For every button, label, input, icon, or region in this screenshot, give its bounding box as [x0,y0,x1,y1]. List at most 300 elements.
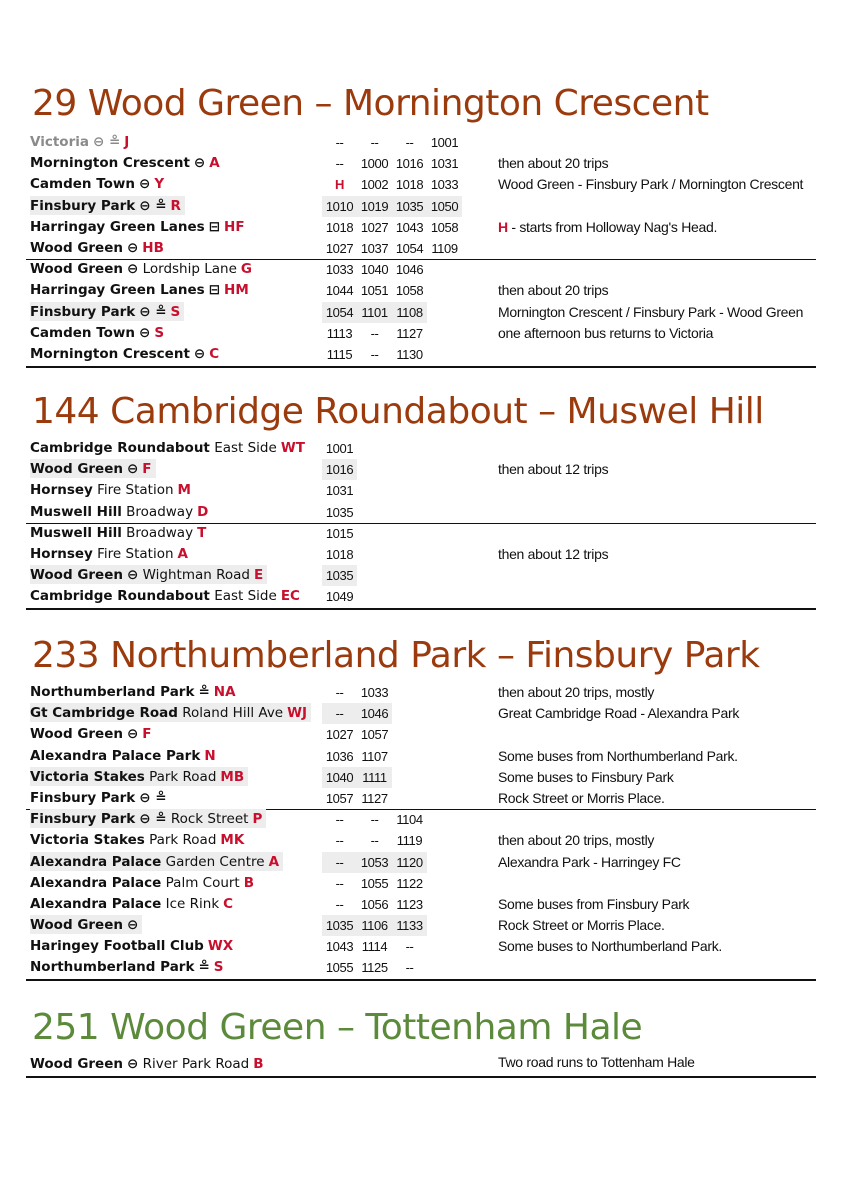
note: then about 20 trips [498,155,609,172]
stop-label: Camden Town [30,324,135,341]
table-row [26,523,816,544]
time-cell: 1036 [325,748,354,764]
note: Some buses to Finsbury Park [498,768,674,785]
time-cell: 1035 [325,504,354,520]
stop-label: Haringey Football Club [30,938,204,955]
time-cell: 1123 [396,896,423,912]
time-cell: 1051 [360,283,389,299]
stop-label: Harringay Green Lanes [30,218,205,235]
time-cell: 1050 [430,198,459,214]
stop-code: S [170,303,181,320]
stop-name [30,153,224,172]
note: Mornington Crescent / Finsbury Park - Wood Green [498,303,804,320]
time-cell: 1133 [396,918,423,934]
departure-times [322,153,462,174]
stop-code: EC [280,588,300,605]
time-cell: 1035 [325,918,354,934]
table-row [26,852,816,873]
table-row [26,259,816,280]
time-cell: 1109 [431,240,458,256]
stop-code: D [197,503,209,520]
tube-icon: ⊖ [193,155,206,172]
stop-label: Finsbury Park [30,197,136,214]
table-row [26,703,816,724]
stop-name [30,788,171,807]
stop-code: G [240,261,252,278]
stop-label: Wood Green [30,261,123,278]
time-cell: 1113 [326,325,353,341]
departure-times [322,852,427,873]
stop-label: Wood Green [30,1056,123,1072]
tube-icon: ⊖ [126,261,139,278]
stop-label: Hornsey [30,482,93,499]
stop-name [30,936,237,955]
time-cell: -- [405,960,414,976]
tube-icon: ⊖ [126,567,139,584]
stop-name [30,132,133,151]
time-cell: 1044 [325,283,354,299]
tube-icon: ⊖ [126,461,139,478]
table-row [26,302,816,323]
table-row [26,344,816,365]
tube-icon: ⊖ [126,239,139,256]
table-row [26,502,816,523]
stop-code: F [142,726,152,743]
stop-code: WJ [287,705,308,722]
rail-icon: ≗ [198,684,210,700]
table-row [26,957,816,978]
stop-name [30,852,283,871]
time-cell: 1031 [325,483,354,499]
time-cell: 1114 [361,939,388,955]
time-cell: 1111 [362,769,387,785]
time-cell: 1058 [430,219,459,235]
stop-detail: Broadway [126,524,194,541]
table-row [26,788,816,809]
tube-rail-icon: ⊖ ≗ [92,134,121,150]
stop-label: Wood Green [30,239,123,256]
time-cell: 1043 [395,219,424,235]
stop-label: Alexandra Palace [30,895,162,912]
route-title: 233 Northumberland Park – Finsbury Park [32,635,760,676]
departure-times [322,502,357,523]
stop-code: WT [280,440,305,456]
table-row [26,132,816,153]
stop-label: Muswell Hill [30,503,122,520]
stop-code: N [204,747,216,764]
stop-code: S [213,959,224,976]
timetable [26,132,816,365]
time-cell: 1035 [325,568,354,584]
stop-name [30,957,228,976]
timetable [26,438,816,608]
stop-code: HF [224,218,245,235]
note [498,217,717,238]
time-cell: 1001 [430,135,459,150]
table-row [26,565,816,586]
time-cell: -- [335,135,344,150]
stop-code: F [142,461,152,478]
stop-name [30,915,142,934]
time-cell: -- [335,833,344,849]
time-cell: 1046 [395,262,424,278]
route-251 [26,1006,816,1075]
time-cell: 1031 [430,156,459,172]
time-cell: 1046 [360,706,389,722]
departure-times [322,302,427,323]
stop-name [30,873,258,892]
departure-times [322,957,427,978]
stop-label: Alexandra Palace [30,853,162,870]
stop-code: A [209,155,220,172]
note: then about 20 trips, mostly [498,832,655,849]
time-cell: 1002 [360,177,389,193]
note-text: - starts from Holloway Nag's Head. [507,218,718,235]
route-divider [26,608,816,610]
note: then about 12 trips [498,461,609,478]
stop-code: R [170,197,181,214]
time-cell: 1027 [325,240,354,256]
note-highlight: H [498,218,508,235]
stop-label: Northumberland Park [30,684,195,700]
stop-detail: Palm Court [165,874,240,891]
stop-label: Harringay Green Lanes [30,282,205,299]
time-cell: 1115 [326,346,353,362]
note: Some buses to Northumberland Park. [498,938,723,955]
table-row [26,217,816,238]
note: Rock Street or Morris Place. [498,789,665,806]
time-cell: 1027 [325,727,354,743]
departure-times [322,238,462,259]
stop-detail: River Park Road [142,1056,250,1072]
note: Great Cambridge Road - Alexandra Park [498,705,740,722]
note: Wood Green - Finsbury Park / Mornington Crescent [498,176,804,193]
stop-detail: Fire Station [97,482,174,499]
tube-rail-icon: ⊖ ≗ [139,789,167,806]
route-title: 251 Wood Green – Tottenham Hale [32,1007,643,1048]
stop-detail: Park Road [149,768,217,785]
stop-code: M [177,482,191,499]
timetable [26,1054,816,1075]
stop-label: Wood Green [30,726,123,743]
route-title: 144 Cambridge Roundabout – Muswel Hill [32,391,764,432]
time-cell: 1122 [396,875,423,891]
stop-label: Gt Cambridge Road [30,705,178,722]
departure-times [322,544,357,565]
stop-detail: Broadway [126,503,194,520]
tube-rail-icon: ⊖ ≗ [139,303,167,320]
table-row [26,586,816,607]
table-row [26,153,816,174]
overground-icon: ⊟ [208,218,221,235]
stop-detail: East Side [214,588,277,605]
stop-name [30,544,192,563]
stop-name [30,767,248,786]
stop-name [30,344,223,363]
table-row [26,682,816,703]
time-cell: 1056 [360,896,389,912]
stop-label: Finsbury Park [30,811,136,828]
tube-icon: ⊖ [126,1056,139,1072]
departure-times [322,894,427,915]
time-cell: -- [370,812,379,828]
departure-times [322,788,392,809]
time-cell: -- [405,135,414,150]
tube-rail-icon: ⊖ ≗ [139,811,167,828]
time-cell: 1000 [360,156,389,172]
route-divider [26,366,816,368]
time-cell: 1127 [396,325,423,341]
stop-detail: Park Road [149,832,217,849]
stop-name [30,196,185,215]
time-cell: 1035 [395,198,424,214]
table-row [26,174,816,195]
stop-name [30,502,212,521]
departure-times [322,174,462,195]
table-row [26,459,816,480]
stop-detail: Lordship Lane [142,261,237,278]
departure-times [322,523,357,544]
tube-rail-icon: ⊖ ≗ [139,197,167,214]
departure-times [322,915,427,936]
departure-times [322,586,357,607]
route-29 [26,82,816,365]
time-cell: 1040 [325,769,354,785]
departure-times [322,936,427,957]
time-cell: -- [335,156,344,172]
time-cell: -- [370,346,379,362]
stop-code: WX [207,938,234,955]
time-cell: 1104 [396,812,423,828]
departure-times [322,196,462,217]
stop-detail: Wightman Road [142,567,250,584]
stop-code: T [197,524,207,541]
stop-name [30,894,237,913]
time-cell: 1033 [360,685,389,700]
time-cell: 1130 [396,346,423,362]
time-cell: 1054 [325,304,354,320]
stop-code: NA [213,684,236,700]
time-cell: 1055 [325,960,354,976]
time-cell: 1016 [395,156,424,172]
table-row [26,323,816,344]
table-row [26,830,816,851]
stop-name [30,523,210,542]
tube-icon: ⊖ [193,345,206,362]
note: Some buses from Finsbury Park [498,895,690,912]
time-cell: -- [370,325,379,341]
time-cell: 1033 [325,262,354,278]
stop-name [30,438,309,457]
stop-code: HB [142,239,164,256]
time-cell: -- [335,706,344,722]
time-cell: 1033 [430,177,459,193]
note: Alexandra Park - Harringey FC [498,853,681,870]
stop-code: A [268,853,280,870]
stop-name [30,682,240,701]
stop-detail: Fire Station [97,545,174,562]
table-row [26,438,816,459]
time-cell: 1125 [361,960,388,976]
stop-detail: East Side [214,440,277,456]
departure-times [322,746,392,767]
time-cell: 1055 [360,875,389,891]
time-cell: -- [335,875,344,891]
time-cell: 1019 [360,198,389,214]
time-cell: 1107 [361,748,388,764]
stop-code: A [177,545,188,562]
stop-label: Camden Town [30,176,135,193]
stop-label: Finsbury Park [30,303,136,320]
time-cell: 1018 [325,219,354,235]
departure-times [322,259,427,280]
stop-name [30,259,256,278]
time-cell: 1043 [325,939,354,955]
tube-icon: ⊖ [139,324,151,341]
time-cell: 1120 [396,854,423,870]
stop-label: Wood Green [30,567,123,584]
stop-label: Cambridge Roundabout [30,588,210,605]
time-cell: -- [335,896,344,912]
note: then about 12 trips [498,545,609,562]
route-divider [26,1076,816,1078]
departure-times [322,323,427,344]
time-cell: 1040 [360,262,389,278]
stop-code: C [209,345,220,362]
stop-name [30,724,156,743]
route-144 [26,390,816,608]
time-cell: -- [370,135,379,150]
stop-label: Alexandra Palace [30,874,162,891]
time-cell: 1119 [396,833,423,849]
stop-code: J [124,134,130,150]
note: Two road runs to Tottenham Hale [498,1054,695,1070]
time-cell: -- [335,685,344,700]
departure-times [322,682,392,703]
table-row [26,724,816,745]
stop-detail: Rock Street [170,811,249,828]
time-cell: -- [370,833,379,849]
stop-detail: Ice Rink [165,895,220,912]
time-cell: -- [405,939,414,955]
note: one afternoon bus returns to Victoria [498,324,714,341]
time-cell: 1058 [395,283,424,299]
rail-icon: ≗ [198,959,210,976]
table-row [26,809,816,830]
time-cell: 1010 [325,198,354,214]
stop-label: Northumberland Park [30,959,195,976]
departure-times [322,565,357,586]
stop-label: Cambridge Roundabout [30,440,210,456]
time-cell: 1018 [325,546,354,562]
time-cell: 1049 [325,589,354,605]
departure-times [322,217,462,238]
stop-label: Victoria Stakes [30,768,145,785]
departure-times [322,459,357,480]
stop-name [30,238,168,257]
route-title: 29 Wood Green – Mornington Crescent [32,83,709,124]
stop-name [30,586,304,605]
stop-name [30,480,195,499]
time-cell: -- [335,812,344,828]
time-cell: 1027 [360,219,389,235]
stop-name [30,280,253,299]
tube-icon: ⊖ [126,917,139,934]
time-cell: 1101 [361,304,388,320]
time-cell: -- [335,854,344,870]
departure-times [322,703,392,724]
stop-detail: Roland Hill Ave [182,705,284,722]
stop-name [30,459,156,478]
table-row [26,915,816,936]
time-cell: 1015 [325,525,354,541]
departure-times [322,767,392,788]
stop-code: B [243,874,255,891]
table-row [26,544,816,565]
note: Rock Street or Morris Place. [498,917,665,934]
stop-code: MK [220,832,245,849]
note: Some buses from Northumberland Park. [498,747,738,764]
stop-name [30,746,220,765]
stop-name [30,217,249,236]
time-cell: H [335,177,344,193]
table-row [26,767,816,788]
stop-code: P [252,811,263,828]
stop-code: E [253,567,264,584]
time-cell: 1054 [395,240,424,256]
time-cell: 1016 [325,462,354,478]
table-row [26,746,816,767]
table-row [26,894,816,915]
departure-times [322,724,392,745]
stop-label: Mornington Crescent [30,155,190,172]
time-cell: 1057 [360,727,389,743]
stop-code: Y [154,176,165,193]
table-row [26,196,816,217]
route-divider [26,979,816,981]
departure-times [322,830,427,851]
table-row [26,873,816,894]
stop-code: HM [224,282,249,299]
time-cell: 1106 [361,918,388,934]
stop-label: Victoria [30,134,89,150]
stop-label: Finsbury Park [30,789,136,806]
stop-label: Alexandra Palace Park [30,747,201,764]
departure-times [322,480,357,501]
note: then about 20 trips, mostly [498,684,655,700]
table-row [26,238,816,259]
stop-name [30,174,168,193]
time-cell: 1108 [396,304,423,320]
stop-label: Hornsey [30,545,93,562]
table-row [26,480,816,501]
time-cell: 1037 [360,240,389,256]
stop-detail: Garden Centre [165,853,265,870]
note: then about 20 trips [498,282,609,299]
stop-name [30,302,184,321]
departure-times [322,132,462,153]
stop-label: Mornington Crescent [30,345,190,362]
stop-code: MB [220,768,245,785]
departure-times [322,344,427,365]
overground-icon: ⊟ [208,282,221,299]
stop-name [30,1054,268,1073]
stop-name [30,565,267,584]
stop-code: B [253,1056,264,1072]
departure-times [322,873,427,894]
time-cell: 1127 [361,790,388,806]
stop-label: Muswell Hill [30,524,122,541]
